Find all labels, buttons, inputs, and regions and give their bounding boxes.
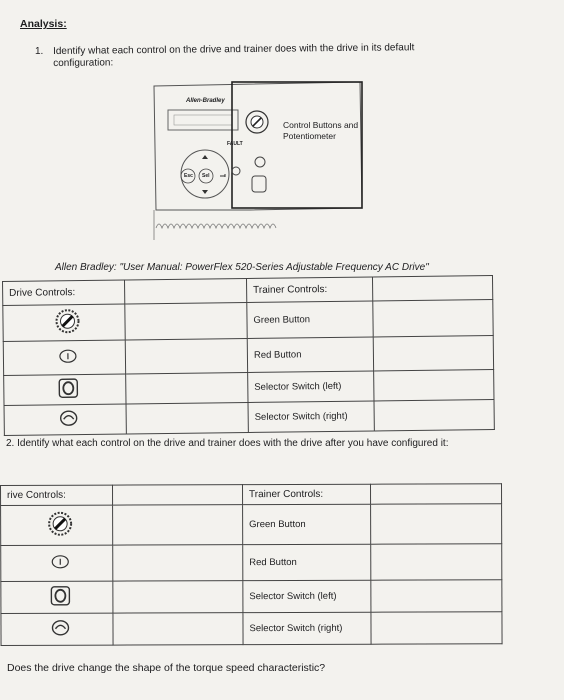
trainer-controls-header: Trainer Controls: xyxy=(243,484,371,504)
answer-cell[interactable] xyxy=(113,545,243,581)
answer-cell[interactable] xyxy=(374,399,494,430)
potentiometer-icon xyxy=(45,510,75,538)
answer-cell[interactable] xyxy=(373,336,493,371)
empty-cell xyxy=(372,276,492,301)
drive-control-cell xyxy=(1,505,113,545)
start-button-icon xyxy=(52,346,82,366)
answer-cell[interactable] xyxy=(125,339,247,374)
trainer-controls-header: Trainer Controls: xyxy=(246,277,372,303)
trainer-control-label: Selector Switch (right) xyxy=(243,612,371,644)
stop-button-icon xyxy=(53,377,83,399)
trainer-control-label: Green Button xyxy=(247,301,373,339)
trainer-control-label: Selector Switch (right) xyxy=(248,401,374,433)
controls-table-default xyxy=(2,275,495,436)
answer-cell[interactable] xyxy=(371,612,502,644)
answer-cell[interactable] xyxy=(371,544,502,580)
control-buttons-callout: Control Buttons and Potentiometer xyxy=(283,120,359,141)
trainer-control-label: Selector Switch (left) xyxy=(243,580,371,612)
controls-table-configured xyxy=(0,483,503,646)
trainer-control-label: Green Button xyxy=(243,504,371,544)
figure-caption: Allen Bradley: "User Manual: PowerFlex 520-Series Adjustable Frequency AC Drive" xyxy=(55,262,429,273)
answer-cell[interactable] xyxy=(126,403,248,434)
esc-key-label: Esc xyxy=(184,173,193,179)
drive-controls-header: Drive Controls: xyxy=(3,280,125,305)
drive-control-cell xyxy=(4,374,126,405)
drive-keypad-figure xyxy=(150,80,370,250)
drive-control-cell xyxy=(3,340,125,375)
answer-cell[interactable] xyxy=(373,300,493,337)
answer-cell[interactable] xyxy=(113,581,243,613)
answer-cell[interactable] xyxy=(113,613,243,645)
reverse-button-icon xyxy=(53,408,83,428)
trainer-control-label: Red Button xyxy=(247,337,373,373)
drive-control-cell xyxy=(1,581,113,613)
potentiometer-icon xyxy=(52,308,82,334)
drive-control-cell xyxy=(3,304,125,341)
brand-logo-text: Allen-Bradley xyxy=(186,98,225,104)
question-1-text: Identify what each control on the drive and trainer does with the drive in its default configuration: xyxy=(53,42,415,69)
fault-indicator-label: FAULT xyxy=(227,141,243,147)
drive-control-cell xyxy=(1,545,113,581)
empty-cell xyxy=(370,484,501,504)
stop-button-icon xyxy=(45,584,75,608)
drive-control-cell xyxy=(1,613,113,645)
drive-control-cell xyxy=(4,404,126,435)
drive-controls-header: rive Controls: xyxy=(1,485,113,505)
answer-cell[interactable] xyxy=(371,504,502,544)
question-2-number: 2. xyxy=(6,438,15,449)
question-1-number: 1. xyxy=(35,46,44,57)
answer-cell[interactable] xyxy=(374,370,494,401)
question-3-text: Does the drive change the shape of the torque speed characteristic? xyxy=(7,662,326,674)
question-2-body: Identify what each control on the drive and trainer does with the drive after you have configured it: xyxy=(17,438,449,449)
empty-cell xyxy=(113,485,243,505)
question-2-text xyxy=(6,438,466,450)
answer-cell[interactable] xyxy=(371,580,502,612)
answer-cell[interactable] xyxy=(126,373,248,404)
trainer-control-label: Red Button xyxy=(243,544,371,580)
answer-cell[interactable] xyxy=(125,303,247,340)
sel-key-label: Sel xyxy=(202,173,210,179)
empty-cell xyxy=(124,279,246,304)
answer-cell[interactable] xyxy=(113,505,243,545)
start-button-icon xyxy=(45,552,75,572)
trainer-control-label: Selector Switch (left) xyxy=(248,371,374,403)
analysis-heading: Analysis: xyxy=(20,18,67,30)
reverse-button-icon xyxy=(45,618,75,638)
